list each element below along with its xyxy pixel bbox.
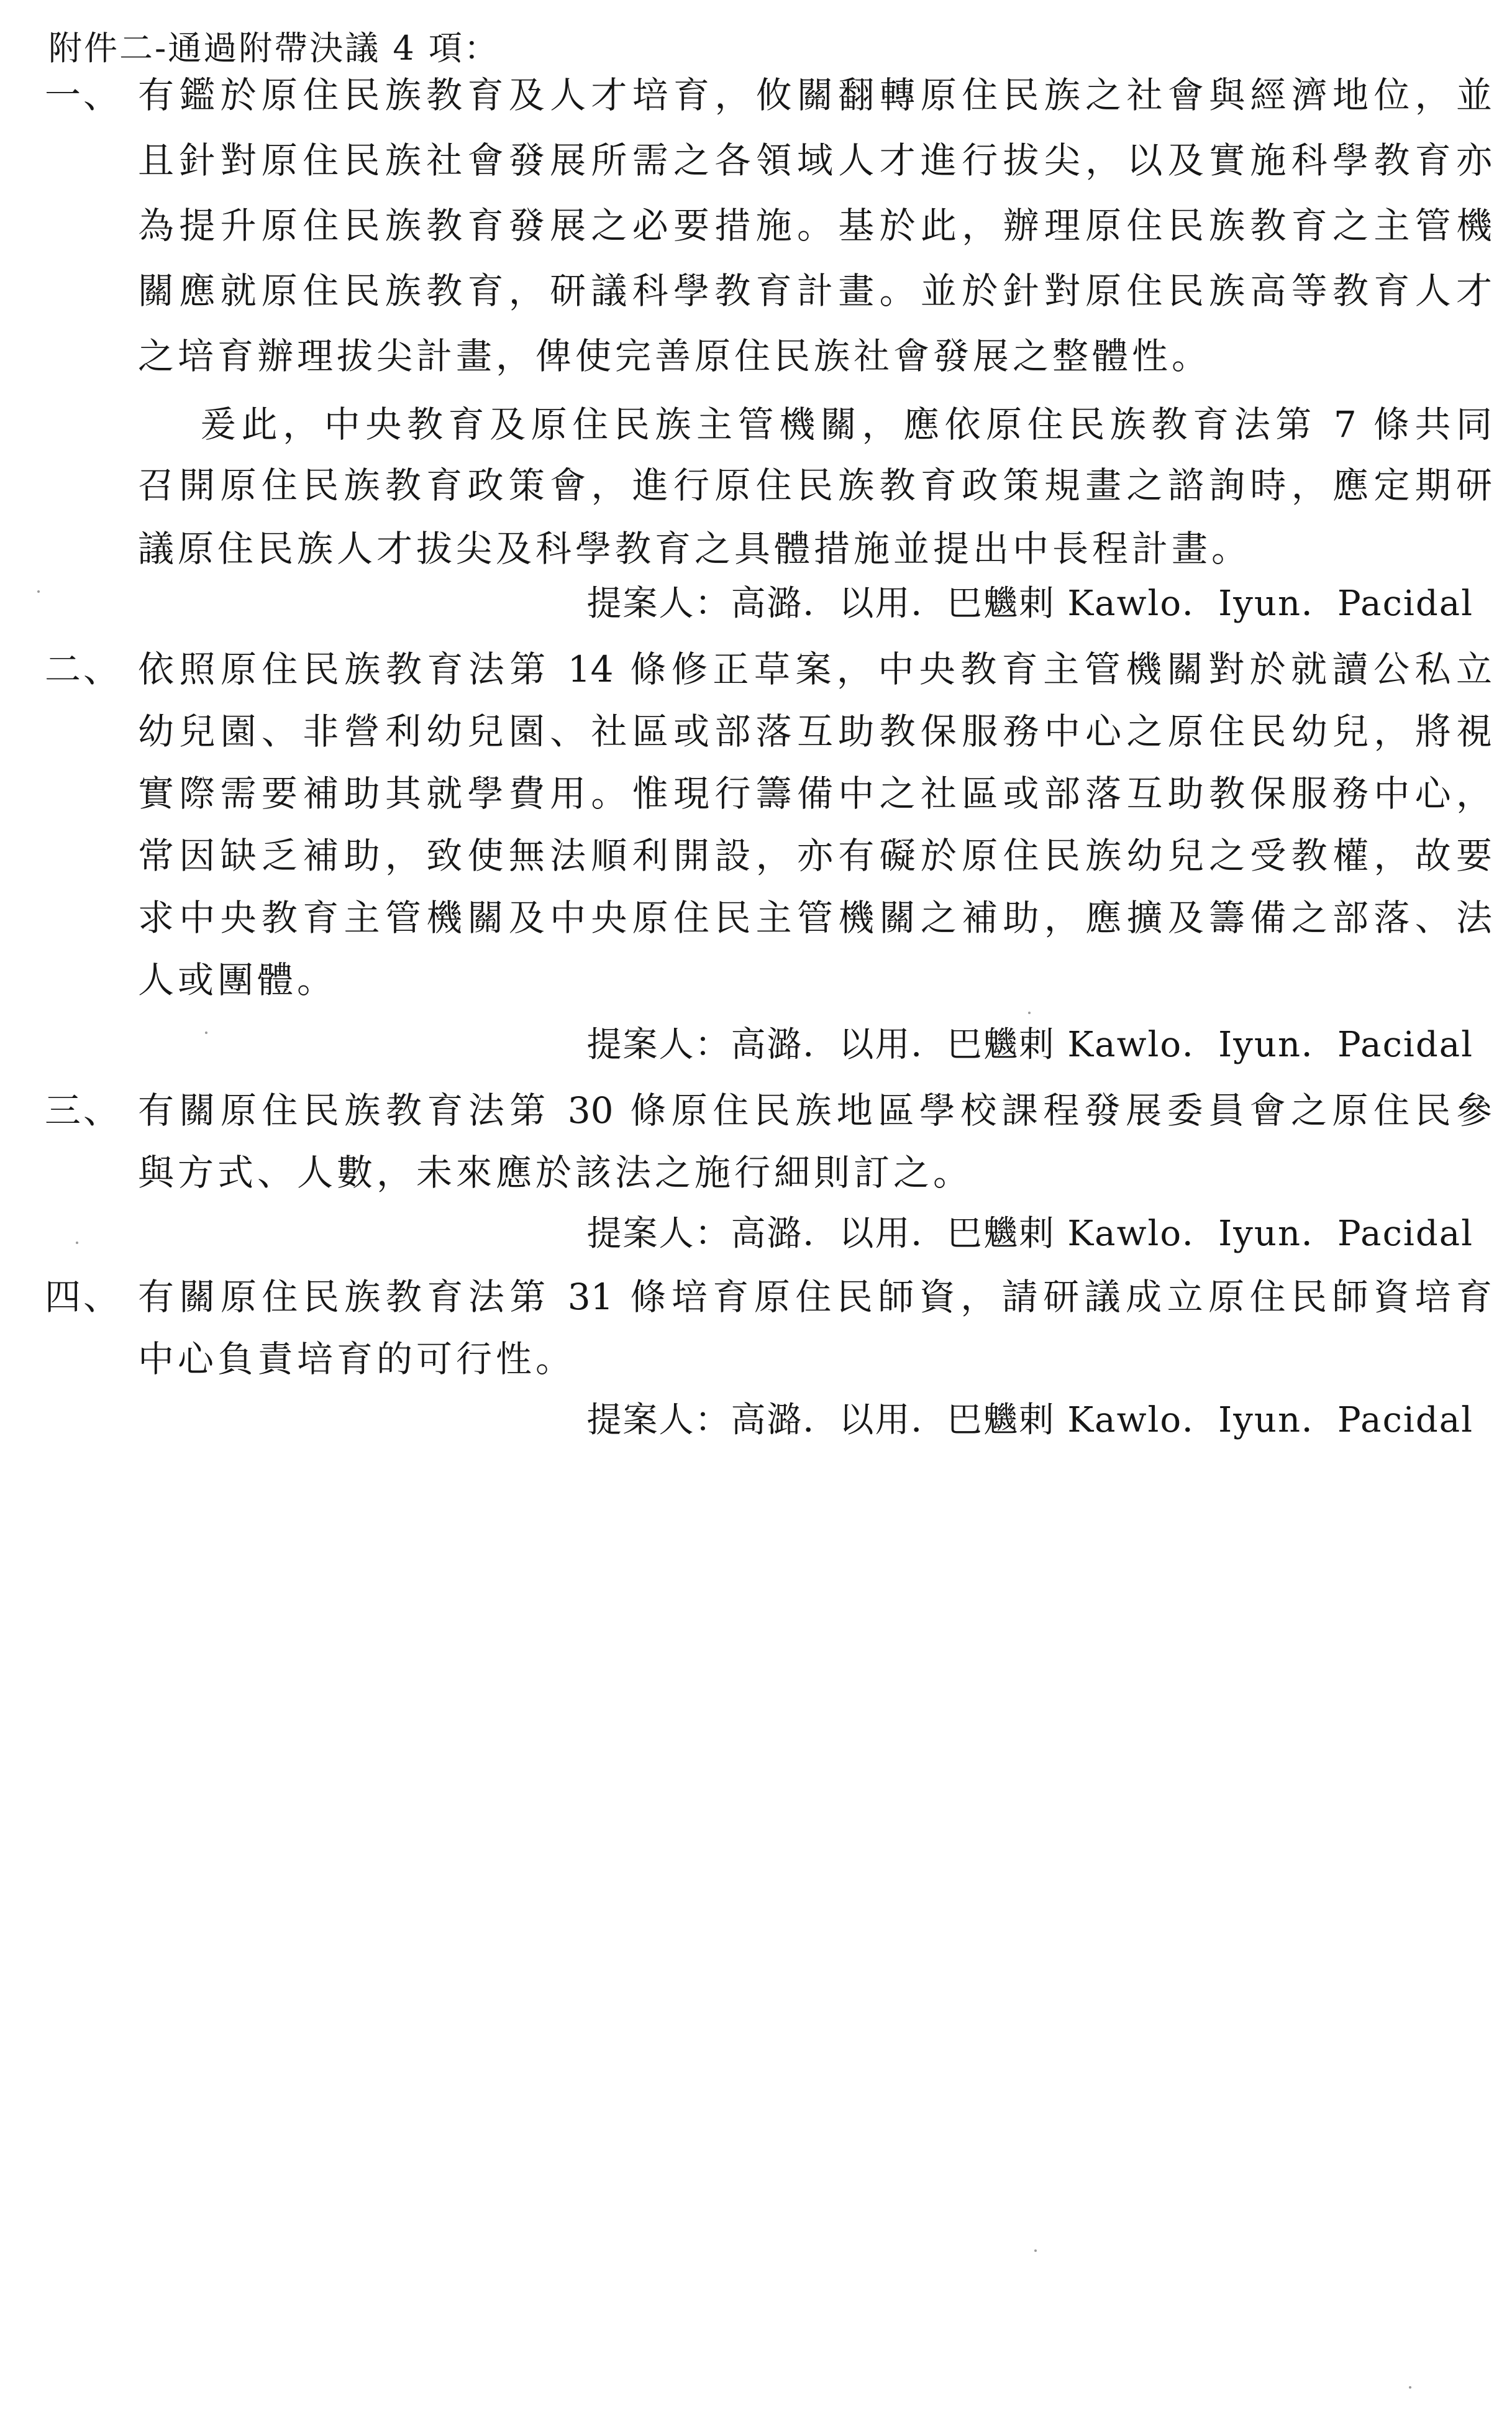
item-number: 四、 (45, 1276, 122, 1318)
item-text-line: 有關原住民族教育法第 30 條原住民族地區學校課程發展委員會之原住民參 (138, 1089, 1492, 1132)
scan-speck (37, 590, 40, 593)
item-text-line: 關應就原住民族教育，研議科學教育計畫。並於針對原住民族高等教育人才 (138, 270, 1492, 312)
item-text-line: 常因缺乏補助，致使無法順利開設，亦有礙於原住民族幼兒之受教權，故要 (138, 835, 1492, 877)
item-text-line: 人或團體。 (138, 959, 337, 1001)
scan-speck (1409, 2386, 1411, 2389)
proposer-line: 提案人：高潞．以用．巴魕剌 Kawlo．Iyun．Pacidal (586, 1214, 1473, 1254)
item-number: 三、 (45, 1089, 122, 1132)
item-text-line: 實際需要補助其就學費用。惟現行籌備中之社區或部落互助教保服務中心， (138, 772, 1492, 815)
scan-speck (1034, 2249, 1037, 2252)
item-text-line: 爰此，中央教育及原住民族主管機關，應依原住民族教育法第 7 條共同 (200, 403, 1492, 446)
item-text-line: 有關原住民族教育法第 31 條培育原住民師資，請研議成立原住民師資培育 (138, 1276, 1492, 1318)
item-text-line: 幼兒園、非營利幼兒園、社區或部落互助教保服務中心之原住民幼兒，將視 (138, 710, 1492, 752)
proposer-line: 提案人：高潞．以用．巴魕剌 Kawlo．Iyun．Pacidal (586, 1400, 1473, 1440)
item-text-line: 有鑑於原住民族教育及人才培育，攸關翻轉原住民族之社會與經濟地位，並 (138, 74, 1492, 116)
item-text-line: 為提升原住民族教育發展之必要措施。基於此，辦理原住民族教育之主管機 (138, 204, 1492, 247)
item-number: 一、 (45, 74, 122, 116)
proposer-line: 提案人：高潞．以用．巴魕剌 Kawlo．Iyun．Pacidal (586, 1025, 1473, 1065)
scan-speck (76, 1242, 78, 1244)
item-text-line: 中心負責培育的可行性。 (138, 1338, 576, 1380)
item-number: 二、 (45, 648, 122, 690)
item-text-line: 之培育辦理拔尖計畫，俾使完善原住民族社會發展之整體性。 (138, 335, 1212, 377)
proposer-line: 提案人：高潞．以用．巴魕剌 Kawlo．Iyun．Pacidal (586, 583, 1473, 624)
item-text-line: 依照原住民族教育法第 14 條修正草案，中央教育主管機關對於就讀公私立 (138, 648, 1492, 690)
item-text-line: 議原住民族人才拔尖及科學教育之具體措施並提出中長程計畫。 (138, 528, 1252, 570)
item-text-line: 求中央教育主管機關及中央原住民主管機關之補助，應擴及籌備之部落、法 (138, 897, 1492, 939)
item-text-line: 召開原住民族教育政策會，進行原住民族教育政策規畫之諮詢時，應定期研 (138, 464, 1492, 506)
item-text-line: 且針對原住民族社會發展所需之各領域人才進行拔尖，以及實施科學教育亦 (138, 139, 1492, 181)
attachment-heading: 附件二-通過附帶決議 4 項： (48, 29, 499, 68)
item-text-line: 與方式、人數，未來應於該法之施行細則訂之。 (138, 1151, 973, 1194)
scan-speck (205, 1032, 207, 1034)
scan-speck (1028, 1012, 1031, 1014)
